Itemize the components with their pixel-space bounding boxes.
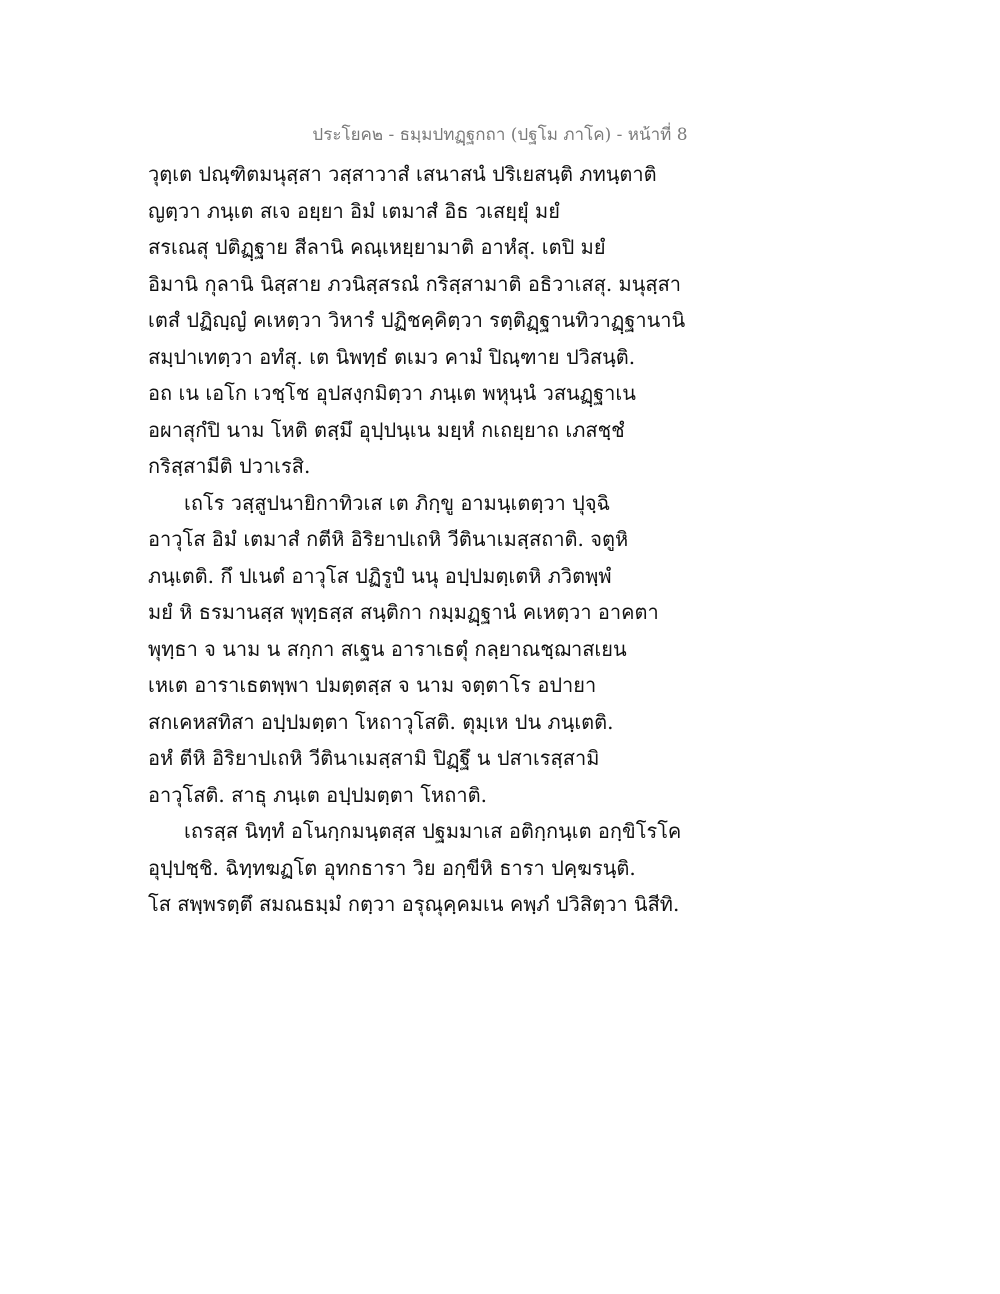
text-line: กริสฺสามีติ ปวาเรสิ. — [148, 454, 311, 478]
body-text — [148, 156, 848, 923]
text-line: เถโร วสฺสูปนายิกาทิวเส เต ภิกฺขู อามนฺเตตฺวา ปุจฺฉิ — [184, 490, 611, 515]
text-line: อาวุโสติ. สาธุ ภนฺเต อปฺปมตฺตา โหถาติ. — [148, 782, 487, 807]
text-line: โส สพฺพรตฺตึ สมณธมฺมํ กตฺวา อรุณุคฺคมเน คพฺภํ ปวิสิตฺวา นิสีทิ. — [148, 892, 680, 916]
text-line: เตสํ ปฏิญฺญํ คเหตฺวา วิหารํ ปฏิชคฺคิตฺวา รตฺติฏฺฐานทิวาฏฺฐานานิ — [148, 308, 686, 332]
text-line: ภนฺเตติ. กึ ปเนตํ อาวุโส ปฏิรูปํ นนุ อปฺปมตฺเตหิ ภวิตพฺพํ — [148, 563, 612, 588]
running-header: ประโยค๒ - ธมฺมปทฏฺฐกถา (ปฐโม ภาโค) - หน้าที่ 8 — [312, 125, 688, 145]
text-line: ญตฺวา ภนฺเต สเจ อยฺยา อิมํ เตมาสํ อิธ วเสยฺยุํ มยํ — [148, 198, 560, 223]
text-line: สมฺปาเทตฺวา อทํสุ. เต นิพทฺธํ ตเมว คามํ ปิณฺฑาย ปวิสนฺติ. — [148, 344, 636, 369]
text-line: เหเต อาราเธตพฺพา ปมตฺตสฺส จ นาม จตฺตาโร อปายา — [148, 673, 597, 697]
paragraph-2 — [148, 485, 848, 814]
paragraph-3 — [148, 813, 848, 923]
text-line: อิมานิ กุลานิ นิสฺสาย ภวนิสฺสรณํ กริสฺสามาติ อธิวาเสสุ. มนุสฺสา — [148, 271, 682, 296]
text-line: สรเณสุ ปติฏฺฐาย สีลานิ คณฺเหยฺยามาติ อาหํสุ. เตปิ มยํ — [148, 235, 606, 259]
text-line: อผาสุกํปิ นาม โหติ ตสฺมึ อุปฺปนฺเน มยฺหํ กเถยฺยาถ เภสชฺชํ — [148, 417, 625, 442]
text-line: อถ เน เอโก เวชฺโช อุปสงฺกมิตฺวา ภนฺเต พหุนฺนํ วสนฏฺฐาเน — [148, 381, 636, 405]
text-line: อาวุโส อิมํ เตมาสํ กตีหิ อิริยาปเถหิ วีตินาเมสฺสถาติ. จตูหิ — [148, 527, 629, 551]
paragraph-1 — [148, 156, 848, 485]
text-line: มยํ หิ ธรมานสฺส พุทฺธสฺส สนฺติกา กมฺมฏฺฐานํ คเหตฺวา อาคตา — [148, 600, 659, 624]
text-line: อหํ ตีหิ อิริยาปเถหิ วีตินาเมสฺสามิ ปิฏฺฐึ น ปสาเรสฺสามิ — [148, 746, 600, 770]
text-line: พุทฺธา จ นาม น สกฺกา สเฐน อาราเธตุํ กลฺยาณชฺฌาสเยน — [148, 636, 627, 661]
text-line: อุปฺปชฺชิ. ฉิทฺทฆฏโต อุทกธารา วิย อกฺขีหิ ธารา ปคฺฆรนฺติ. — [148, 855, 636, 880]
text-line: สกเคหสทิสา อปฺปมตฺตา โหถาวุโสติ. ตุมฺเห ปน ภนฺเตติ. — [148, 709, 614, 734]
text-line: วุตฺเต ปณฺฑิตมนุสฺสา วสฺสาวาสํ เสนาสนํ ปริเยสนฺติ ภทนฺตาติ — [148, 162, 657, 186]
text-line: เถรสฺส นิทฺทํ อโนกฺกมนฺตสฺส ปฐมมาเส อติกฺกนฺเต อกฺขิโรโค — [184, 819, 682, 843]
